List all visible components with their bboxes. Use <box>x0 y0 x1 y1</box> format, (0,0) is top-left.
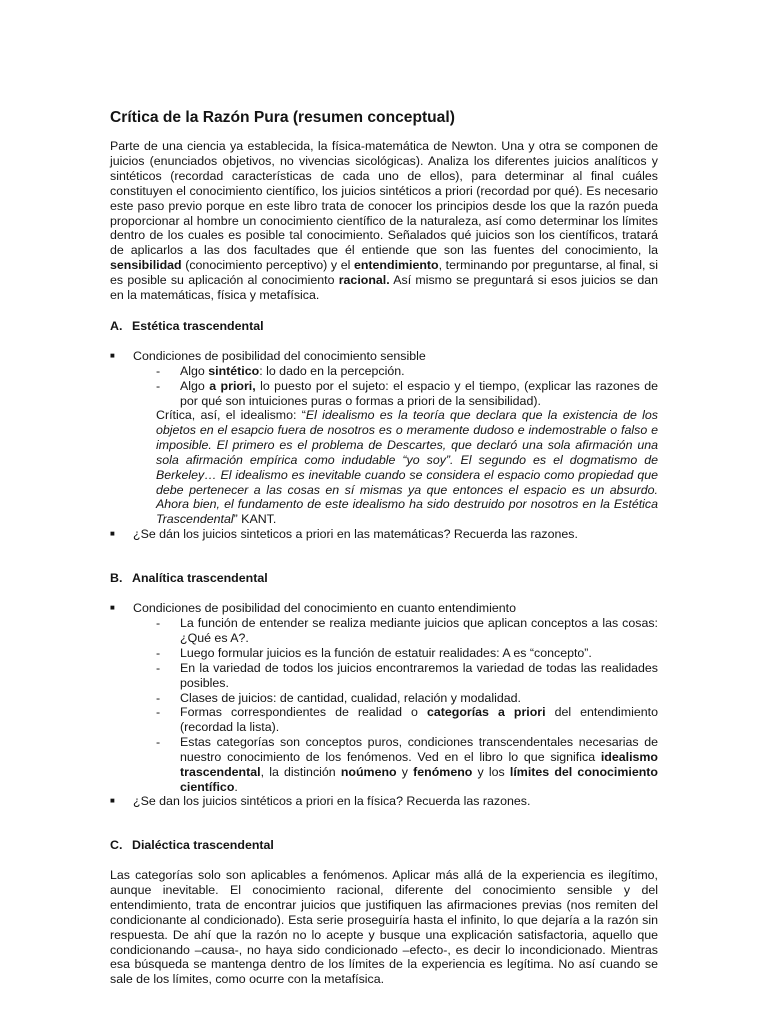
dash-marker: - <box>156 735 161 750</box>
section-b-heading <box>110 571 268 586</box>
bold-term: límites del conocimiento científico <box>180 765 658 794</box>
dash-marker: - <box>156 690 161 705</box>
bold-term: racional. <box>338 273 390 288</box>
intro-paragraph <box>110 139 658 303</box>
text-run: . <box>234 779 238 794</box>
dash-marker: - <box>156 660 161 675</box>
list-item <box>156 691 658 706</box>
dash-marker: - <box>156 364 161 378</box>
bold-term: categorías a priori <box>426 705 546 720</box>
section-b-bullet-2-text: ¿Se dan los juicios sintéticos a priori en la física? Recuerda las razones. <box>133 794 531 808</box>
text-run: Algo <box>180 364 209 378</box>
document-title: Crítica de la Razón Pura (resumen conceptual) <box>110 109 455 126</box>
list-item <box>156 379 658 409</box>
text-run: Parte de una ciencia ya establecida, la física-matemática de Newton. Una y otra se componen de juicios (enunciados objetivos, no vivencias sicológicas). Analiza los diferentes juicios analíticos y sintéticos (recordad características de cada uno de ellos), para determinar al final cuáles constituyen el conocimiento científico, los juicios sintéticos a priori (recordad por qué). Es necesario este paso previo porque en este libro trata de conocer los principios desde los que la razón pueda proporcionar al hombre un conocimiento científico de la naturaleza, así como determinar los límites dentro de los cuales es posible tal conocimiento. Señalados qué juicios son los científicos, tratará de aplicarlos a las dos facultades que él entiende que son las fuentes del conocimiento, la <box>110 139 658 258</box>
text-run: Así mismo se preguntará si esos juicios se dan en la matemáticas, física y metafísica. <box>110 273 658 303</box>
text-run: : lo dado en la percepción. <box>259 364 405 378</box>
bold-term: sensibilidad <box>110 258 182 273</box>
section-b-sublist <box>156 616 658 795</box>
text-run: lo puesto por el sujeto: el espacio y el tiempo, (explicar las razones de por qué son intuiciones puras o formas a priori de la sensibilidad). <box>180 378 658 408</box>
bold-term: noúmeno <box>340 765 397 780</box>
section-a-sublist <box>156 364 658 409</box>
bullet-square-icon: ■ <box>110 603 115 612</box>
list-item <box>156 616 658 646</box>
bold-term: sintético <box>208 364 260 378</box>
bullet-square-icon: ■ <box>110 796 115 805</box>
text-run: Formas correspondientes de realidad o <box>180 705 427 720</box>
idealism-quote <box>156 408 658 527</box>
dash-marker: - <box>156 378 161 393</box>
italic-quote-text: El idealismo es la teoría que declara que la existencia de los objetos en el esapcio fuera de nosotros es o meramente dudoso e indemostrable o falso e imposible. El primero es el problema de Descartes, que declaró una sola afirmación una sola afirmación empírica como indudable “yo soy”. El segundo es el dogmatismo de Berkeley… El idealismo es inevitable cuando se considera el espacio como propiedad que debe pertenecer a las cosas en sí mismas ya que entonces el espacio es un absurdo. Ahora bien, el fundamento de este idealismo ha sido destruido por nosotros en la Estética Trascendental <box>156 408 658 527</box>
text-run: , terminando por preguntarse, al final, si es posible su aplicación al conocimiento <box>110 258 658 288</box>
dash-marker: - <box>156 705 161 720</box>
section-c-title: Dialéctica trascendental <box>132 838 274 852</box>
text-run: Clases de juicios: de cantidad, cualidad, relación y modalidad. <box>180 690 521 705</box>
text-run: Luego formular juicios es la función de estatuir realidades: A es “concepto”. <box>180 645 592 660</box>
text-run: (conocimiento perceptivo) y el <box>181 258 354 273</box>
text-run: La función de entender se realiza mediante juicios que aplican conceptos a las cosas: ¿Qué es A?. <box>180 616 658 645</box>
list-item <box>156 646 658 661</box>
section-a-title: Estética trascendental <box>132 319 264 333</box>
bold-term: idealismo trascendental <box>180 750 658 780</box>
section-a-letter: A. <box>110 319 123 333</box>
bullet-square-icon: ■ <box>110 351 115 360</box>
section-a-bullet-2-text: ¿Se dán los juicios sinteticos a priori en las matemáticas? Recuerda las razones. <box>133 527 578 541</box>
list-item <box>156 661 658 691</box>
text-run: ” KANT. <box>233 512 277 527</box>
section-b-letter: B. <box>110 571 123 585</box>
bullet-square-icon: ■ <box>110 529 115 538</box>
text-run: y los <box>472 765 510 780</box>
text-run: En la variedad de todos los juicios encontraremos la variedad de todas las realidades posibles. <box>180 660 658 690</box>
section-a-bullet-1-text: Condiciones de posibilidad del conocimiento sensible <box>133 349 426 363</box>
dash-marker: - <box>156 645 161 660</box>
list-item <box>156 705 658 735</box>
section-a-heading <box>110 319 264 334</box>
list-item <box>156 735 658 795</box>
bold-term: a priori, <box>209 378 256 393</box>
section-c-heading <box>110 838 274 853</box>
text-run: Algo <box>180 378 210 393</box>
section-c-letter: C. <box>110 838 123 852</box>
section-c-paragraph: Las categorías solo son aplicables a fenómenos. Aplicar más allá de la experiencia es ilegítimo, aunque inevitable. El conocimiento racional, diferente del conocimiento sensible y del entendimiento, trata de encontrar juicios que justifiquen las afirmaciones previas (nos remiten del condicionante al condicionado). Esta serie proseguiría hasta el infinito, lo que dejaría a la razón sin respuesta. De ahí que la razón no lo acepte y busque una explicación satisfactoria, aquello que condicionando –causa-, no haya sido condicionado –efecto-, es decir lo incondicionado. Mientras esa búsqueda se mantenga dentro de los límites de la experiencia es legítima. No así cuando se sale de los límites, como ocurre con la metafísica. <box>110 868 658 987</box>
dash-marker: - <box>156 616 161 630</box>
list-item <box>156 364 658 379</box>
section-b-bullet-1-text: Condiciones de posibilidad del conocimiento en cuanto entendimiento <box>133 601 516 615</box>
text-run: , la distinción <box>260 765 341 780</box>
text-run: Crítica, así, el idealismo: “ <box>156 408 306 422</box>
text-run: y <box>396 765 414 780</box>
text-run: del entendimiento (recordad la lista). <box>180 705 658 735</box>
bold-term: fenómeno <box>413 765 473 780</box>
text-run: Estas categorías son conceptos puros, condiciones transcendentales necesarias de nuestro conocimiento de los fenómenos. Ved en el libro lo que significa <box>180 735 658 765</box>
section-b-title: Analítica trascendental <box>132 571 268 585</box>
bold-term: entendimiento <box>353 258 439 273</box>
